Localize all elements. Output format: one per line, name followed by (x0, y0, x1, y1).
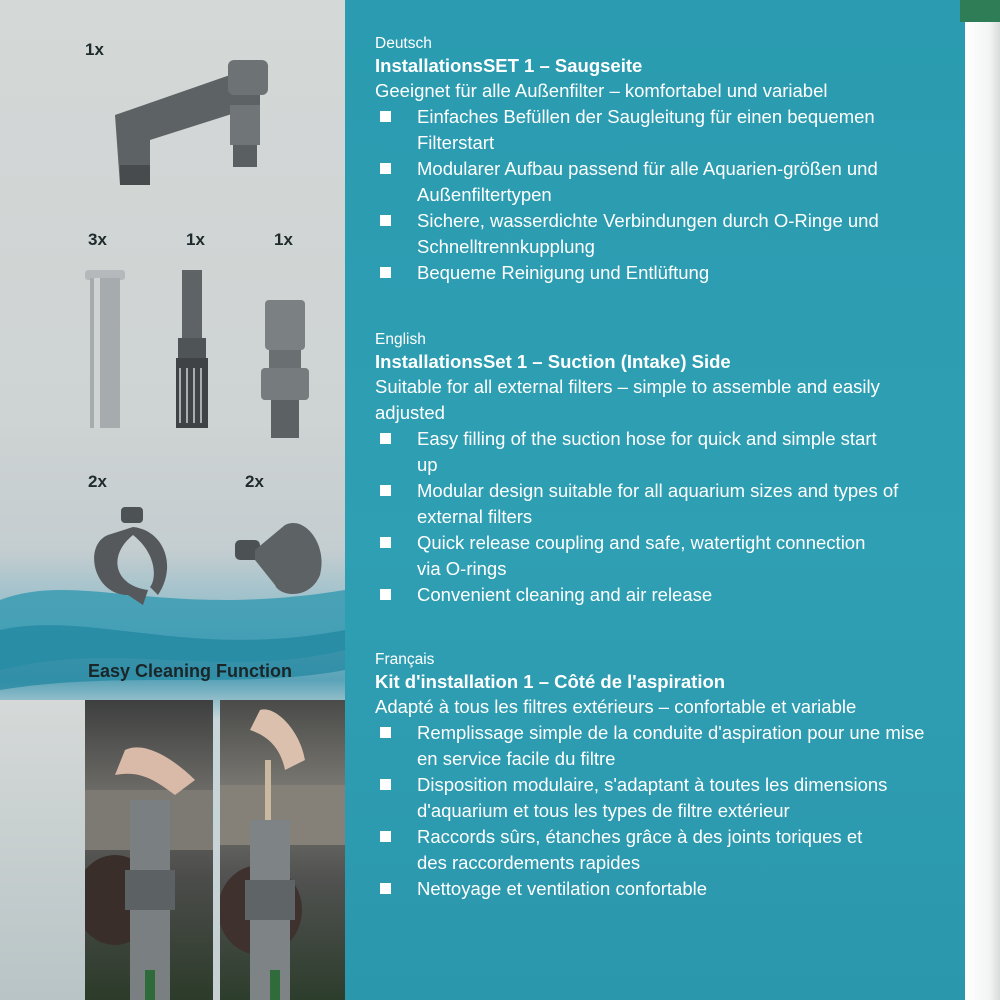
list-item-text: Einfaches Befüllen der Saugleitung für einen bequemen Filterstart (417, 106, 875, 153)
list-item-text: Modularer Aufbau passend für alle Aquarien-größen und Außenfiltertypen (417, 158, 878, 205)
strainer-qty: 1x (186, 230, 205, 249)
section-title: InstallationsSET 1 – Saugseite (375, 55, 643, 76)
bullet-square-icon (380, 831, 391, 842)
bullet-square-icon (380, 433, 391, 444)
suction-connector-icon (100, 45, 280, 195)
box-edge-top (960, 0, 1000, 22)
language-label: English (375, 331, 426, 348)
tube-qty: 3x (88, 230, 107, 249)
feature-list (375, 104, 955, 286)
list-item (375, 824, 955, 876)
bullet-square-icon (380, 779, 391, 790)
section-intro: Suitable for all external filters – simple to assemble and easily adjusted (375, 376, 880, 423)
list-item-text: Quick release coupling and safe, watertight connection via O-rings (417, 532, 866, 579)
section-title: InstallationsSet 1 – Suction (Intake) Side (375, 351, 731, 372)
bullet-square-icon (380, 589, 391, 600)
suction-cup-icon (230, 505, 330, 605)
list-item (375, 876, 955, 902)
bullet-square-icon (380, 267, 391, 278)
list-item (375, 772, 955, 824)
clip-qty: 2x (88, 472, 107, 491)
list-item (375, 530, 955, 582)
bullet-square-icon (380, 111, 391, 122)
bullet-square-icon (380, 537, 391, 548)
list-item-text: Convenient cleaning and air release (417, 584, 713, 605)
section-german (375, 34, 955, 286)
list-item-text: Modular design suitable for all aquarium sizes and types of external filters (417, 480, 899, 527)
section-french (375, 650, 955, 902)
bullet-square-icon (380, 727, 391, 738)
list-item-text: Easy filling of the suction hose for quick and simple start up (417, 428, 877, 475)
cleaning-photo-2-drawing (220, 700, 345, 1000)
section-intro: Geeignet für alle Außenfilter – komfortabel und variabel (375, 80, 828, 101)
easy-cleaning-heading: Easy Cleaning Function (88, 661, 293, 681)
bullet-square-icon (380, 485, 391, 496)
bullet-square-icon (380, 215, 391, 226)
box-edge (965, 0, 1000, 1000)
list-item-text: Raccords sûrs, étanches grâce à des joints toriques et des raccordements rapides (417, 826, 863, 873)
photo-strip (0, 700, 85, 1000)
list-item (375, 156, 955, 208)
bullet-square-icon (380, 883, 391, 894)
cleaning-photo-1-drawing (85, 700, 213, 1000)
list-item (375, 260, 955, 286)
cleaning-photo-2 (220, 700, 345, 1000)
list-item-text: Nettoyage et ventilation confortable (417, 878, 708, 899)
language-label: Français (375, 651, 435, 668)
connector-qty: 1x (85, 40, 104, 59)
hose-clip-icon (88, 505, 178, 610)
list-item-text: Sichere, wasserdichte Verbindungen durch O-Ringe und Schnelltrennkupplung (417, 210, 879, 257)
section-title: Kit d'installation 1 – Côté de l'aspiration (375, 671, 726, 692)
language-label: Deutsch (375, 35, 432, 52)
cleaning-photo-1 (85, 700, 213, 1000)
section-english (375, 330, 955, 608)
extension-tube-icon (80, 268, 130, 438)
list-item (375, 582, 955, 608)
list-item (375, 478, 955, 530)
suction-cup-qty: 2x (245, 472, 264, 491)
feature-list (375, 426, 955, 608)
strainer-icon (170, 268, 215, 438)
list-item (375, 426, 955, 478)
section-intro: Adapté à tous les filtres extérieurs – confortable et variable (375, 696, 857, 717)
list-item (375, 720, 955, 772)
coupling-qty: 1x (274, 230, 293, 249)
quick-coupling-icon (255, 295, 315, 440)
list-item (375, 208, 955, 260)
list-item (375, 104, 955, 156)
list-item-text: Bequeme Reinigung und Entlüftung (417, 262, 710, 283)
bullet-square-icon (380, 163, 391, 174)
feature-list (375, 720, 955, 902)
list-item-text: Disposition modulaire, s'adaptant à toutes les dimensions d'aquarium et tous les types de filtre extérieur (417, 774, 888, 821)
list-item-text: Remplissage simple de la conduite d'aspiration pour une mise en service facile du filtre (417, 722, 925, 769)
